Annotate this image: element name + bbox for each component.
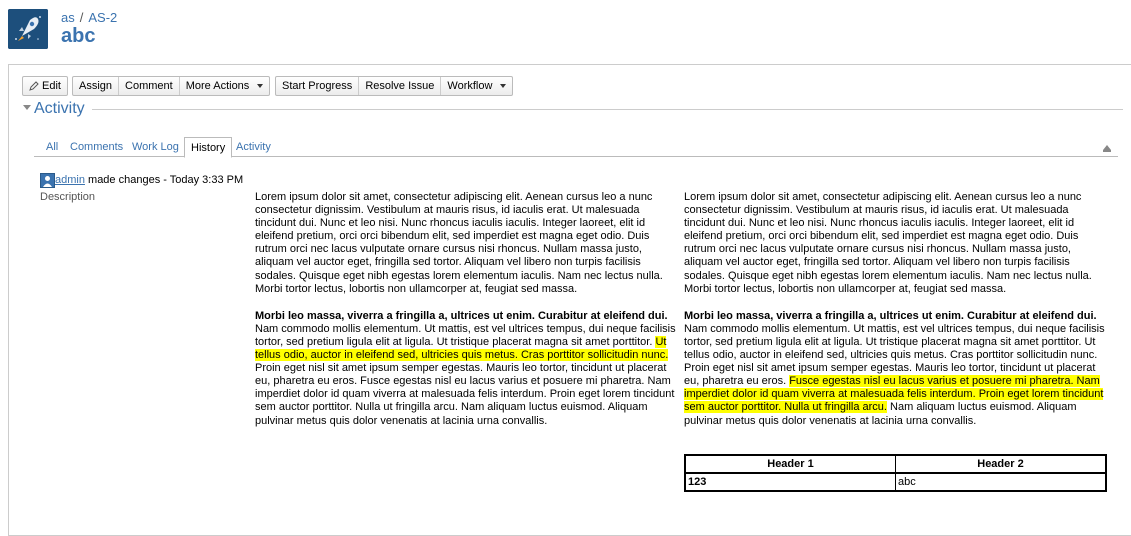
old-paragraph-1: Lorem ipsum dolor sit amet, consectetur adipiscing elit. Aenean cursus leo a nunc consectetur dignissim. Vestibulum at mauris risus, id iaculis erat. Ut malesuada tincidunt dui. Nunc et leo nisi. Nunc rhoncus iaculis iaculis. Integer laoreet, elit id eleifend pretium, orci orci bibendum elit, sed imperdiet est magna eget odio. Duis rutrum orci nec lacus vulputate ornare cursus nisi rhoncus. Nullam massa justo, aliquam vel auctor eget, fringilla sed tortor. Aliquam vel libero non turpis facilisis sodales. Quisque eget nibh egestas lorem elementum iaculis. Nam nec lectus nulla. Morbi tortor lectus, lobortis non ullamcorper at, feugiat sed massa. [255,191,663,295]
assign-button[interactable]: Assign [73,77,119,95]
rocket-icon [8,9,48,49]
avatar [40,173,55,188]
workflow-button-group [275,76,513,96]
changed-field-label: Description [40,191,96,203]
ops-button-group [72,76,270,96]
activity-tabs [34,138,1118,157]
chevron-down-icon [500,84,506,88]
more-actions-button[interactable] [180,77,270,95]
change-summary: made changes - Today 3:33 PM [88,174,244,186]
old-value [255,191,679,442]
scroll-top-icon[interactable] [1103,145,1111,150]
new-text-b: Nam aliquam luctus euismod. Aliquam pulvinar metus quis dolor venenatis at lacinia urna convallis. [684,401,1077,427]
chevron-down-icon [257,84,263,88]
divider [92,109,1123,110]
change-header [55,174,243,186]
collapse-toggle-icon[interactable] [23,105,31,110]
new-bold-text: Morbi leo massa, viverra a fringilla a, ultrices ut enim. Curabitur at eleifend dui. [684,309,1097,322]
table-row [685,473,1106,491]
edit-button-group [22,76,68,96]
old-highlight: Ut tellus odio, auctor in eleifend sed, ultricies quis metus. Cras porttitor sollicitudin nunc. [255,335,669,362]
old-bold-text: Morbi leo massa, viverra a fringilla a, ultrices ut enim. Curabitur at eleifend dui. [255,309,668,322]
edit-button[interactable] [23,77,67,95]
start-progress-button[interactable]: Start Progress [276,77,359,95]
edit-button-label: Edit [42,80,61,92]
old-paragraph-2 [255,310,679,428]
old-text-b: Proin eget nisl sit amet ipsum semper egestas. Mauris leo tortor, tincidunt ut placerat eu, pharetra eu eros. Fusce egestas nisl eu lacus varius et posuere mi pharetra. Nam imperdiet dolor id quam viverra at malesuada felis interdum. Proin eget lorem tincidunt sem auctor porttitor. Nulla ut fringilla arcu. Nam aliquam luctus euismod. Aliquam pulvinar metus quis dolor venenatis at lacinia urna convallis. [255,362,675,427]
new-paragraph-2 [684,310,1108,428]
comment-button[interactable]: Comment [119,77,180,95]
new-value-table [684,454,1107,492]
user-link[interactable]: admin [55,174,85,186]
old-text-a: Nam commodo mollis elementum. Ut mattis, est vel ultrices tempus, dui neque facilisis tortor, sed pretium ligula elit at ligula. Ut tristique placerat magna sit amet porttitor. [255,322,676,348]
table-header: Header 1 [685,455,896,473]
pencil-icon [29,81,39,91]
tab-comments[interactable]: Comments [70,141,124,153]
new-paragraph-1: Lorem ipsum dolor sit amet, consectetur adipiscing elit. Aenean cursus leo a nunc consectetur dignissim. Vestibulum at mauris risus, id iaculis erat. Ut malesuada tincidunt dui. Nunc et leo nisi. Nunc rhoncus iaculis iaculis. Integer laoreet, elit id eleifend pretium, orci orci bibendum elit, sed imperdiet est magna eget odio. Duis rutrum orci nec lacus vulputate ornare cursus nisi rhoncus. Nullam massa justo, aliquam vel auctor eget, fringilla sed tortor. Aliquam vel libero non turpis facilisis sodales. Quisque eget nibh egestas lorem elementum iaculis. Nam nec lectus nulla. Morbi tortor lectus, lobortis non ullamcorper at, feugiat sed massa. [684,191,1092,295]
new-value [684,191,1108,442]
new-text-a: Nam commodo mollis elementum. Ut mattis, est vel ultrices tempus, dui neque facilisis tortor, sed pretium ligula elit at ligula. Ut tristique placerat magna sit amet porttitor. Ut tellus odio, auctor in eleifend sed, ultricies quis metus. Cras porttitor sollicitudin nunc. Proin eget nisl sit amet ipsum semper egestas. Mauris leo tortor, tincidunt ut placerat eu, pharetra eu eros. [684,322,1105,388]
table-cell: 123 [685,473,896,491]
more-actions-label: More Actions [185,80,250,92]
breadcrumb-project-link[interactable]: as [61,10,75,25]
tab-all[interactable]: All [46,141,59,153]
tab-history[interactable]: History [184,137,232,158]
table-cell: abc [896,473,1107,491]
activity-heading[interactable]: Activity [34,100,85,117]
project-avatar[interactable] [8,9,48,49]
tab-activity[interactable]: Activity [236,141,271,153]
tab-work-log[interactable]: Work Log [132,141,179,153]
user-icon [41,174,54,187]
breadcrumb-issue-link[interactable]: AS-2 [88,10,118,25]
page-title[interactable]: abc [61,25,96,47]
table-header-row [685,455,1106,473]
breadcrumb [61,10,117,25]
workflow-button[interactable] [441,77,512,95]
resolve-issue-button[interactable]: Resolve Issue [359,77,441,95]
table-header: Header 2 [896,455,1107,473]
workflow-label: Workflow [447,80,493,92]
new-highlight: Fusce egestas nisl eu lacus varius et posuere mi pharetra. Nam imperdiet dolor id quam viverra at malesuada felis interdum. Proin eget lorem tincidunt sem auctor porttitor. Nulla ut fringilla arcu. [684,375,1104,414]
breadcrumb-separator: / [79,10,84,25]
